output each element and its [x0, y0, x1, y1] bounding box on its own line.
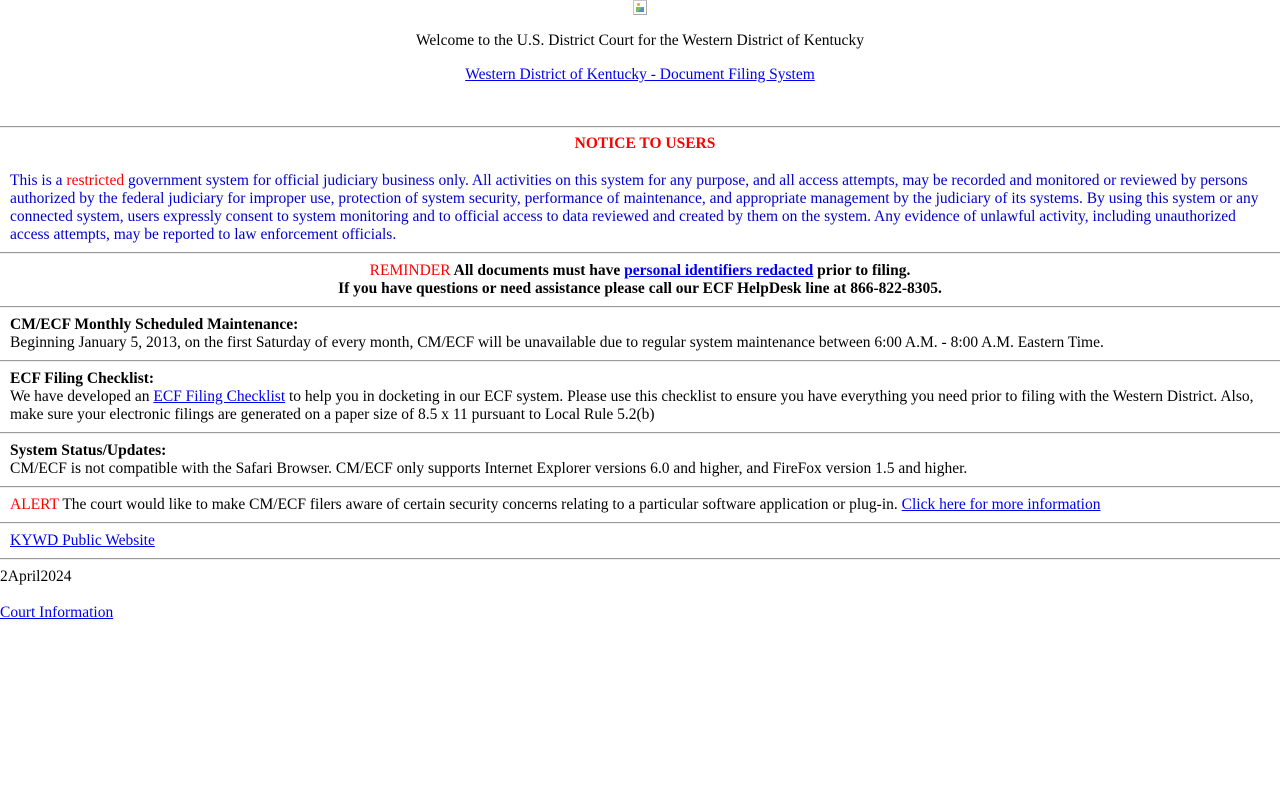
divider [0, 558, 1280, 560]
ecf-filing-checklist-link[interactable]: ECF Filing Checklist [153, 388, 286, 405]
reminder-text-pre: All documents must have [450, 262, 625, 279]
alert-section [10, 496, 1272, 514]
divider [0, 126, 1280, 128]
court-logo-image [0, 0, 1280, 18]
date-text: 2April2024 [0, 568, 72, 585]
checklist-body [10, 388, 1272, 424]
maintenance-text: Beginning January 5, 2013, on the first Saturday of every month, CM/ECF will be unavailable due to regular system maintenance between 6:00 A.M. - 8:00 A.M. Eastern Time. [10, 334, 1104, 351]
broken-image-icon [633, 0, 647, 15]
kywd-public-website-link[interactable]: KYWD Public Website [10, 532, 155, 549]
status-heading: System Status/Updates: [10, 442, 167, 459]
notice-body [10, 172, 1272, 244]
court-information-link[interactable]: Court Information [0, 604, 114, 621]
checklist-section [10, 370, 1272, 424]
document-filing-system-link[interactable]: Western District of Kentucky - Document Filing System [465, 66, 815, 83]
status-text: CM/ECF is not compatible with the Safari Browser. CM/ECF only supports Internet Explorer versions 6.0 and higher, and FireFox version 1.5 and higher. [10, 460, 968, 477]
helpdesk-text: If you have questions or need assistance please call our ECF HelpDesk line at 866-822-8305. [338, 280, 942, 297]
notice-restricted-word: restricted [66, 172, 125, 189]
divider [0, 306, 1280, 308]
maintenance-section [10, 316, 1272, 352]
reminder-block [0, 262, 1280, 298]
notice-body-pre: This is a [10, 172, 67, 189]
public-website-section [10, 532, 1272, 550]
court-information-container [0, 604, 113, 622]
more-information-link[interactable]: Click here for more information [901, 496, 1101, 513]
reminder-label: REMINDER [369, 262, 451, 279]
personal-identifiers-link[interactable]: personal identifiers redacted [624, 262, 814, 279]
status-section [10, 442, 1272, 478]
divider [0, 432, 1280, 434]
divider [0, 252, 1280, 254]
checklist-heading: ECF Filing Checklist: [10, 370, 155, 387]
welcome-text: Welcome to the U.S. District Court for the Western District of Kentucky [416, 32, 864, 49]
divider [0, 486, 1280, 488]
checklist-text-pre: We have developed an [10, 388, 154, 405]
divider [0, 522, 1280, 524]
reminder-text-post: prior to filing. [813, 262, 911, 279]
notice-title: NOTICE TO USERS [574, 135, 716, 152]
divider [0, 360, 1280, 362]
alert-text: The court would like to make CM/ECF filers aware of certain security concerns relating to a particular software application or plug-in. [58, 496, 902, 513]
checklist-text-post: to help you in docketing in our ECF system. Please use this checklist to ensure you have everything you need prior to filing with the Western District. Also, make sure your electronic filings are generated on a paper size of 8.5 x 11 pursuant to Local Rule 5.2(b) [10, 388, 1254, 423]
system-link-container [0, 66, 1280, 84]
alert-label: ALERT [10, 496, 59, 513]
maintenance-heading: CM/ECF Monthly Scheduled Maintenance: [10, 316, 299, 333]
notice-body-post: government system for official judiciary business only. All activities on this system for any purpose, and all access attempts, may be recorded and monitored or reviewed by persons authorized by the federal judiciary for improper use, protection of system security, performance of maintenance, and appropriate management by the judiciary of its systems. By using this system or any connected system, users expressly consent to system monitoring and to official access to data reviewed and created by them on the system. Any evidence of unlawful activity, including unauthorized access attempts, may be reported to law enforcement officials. [10, 172, 1259, 243]
